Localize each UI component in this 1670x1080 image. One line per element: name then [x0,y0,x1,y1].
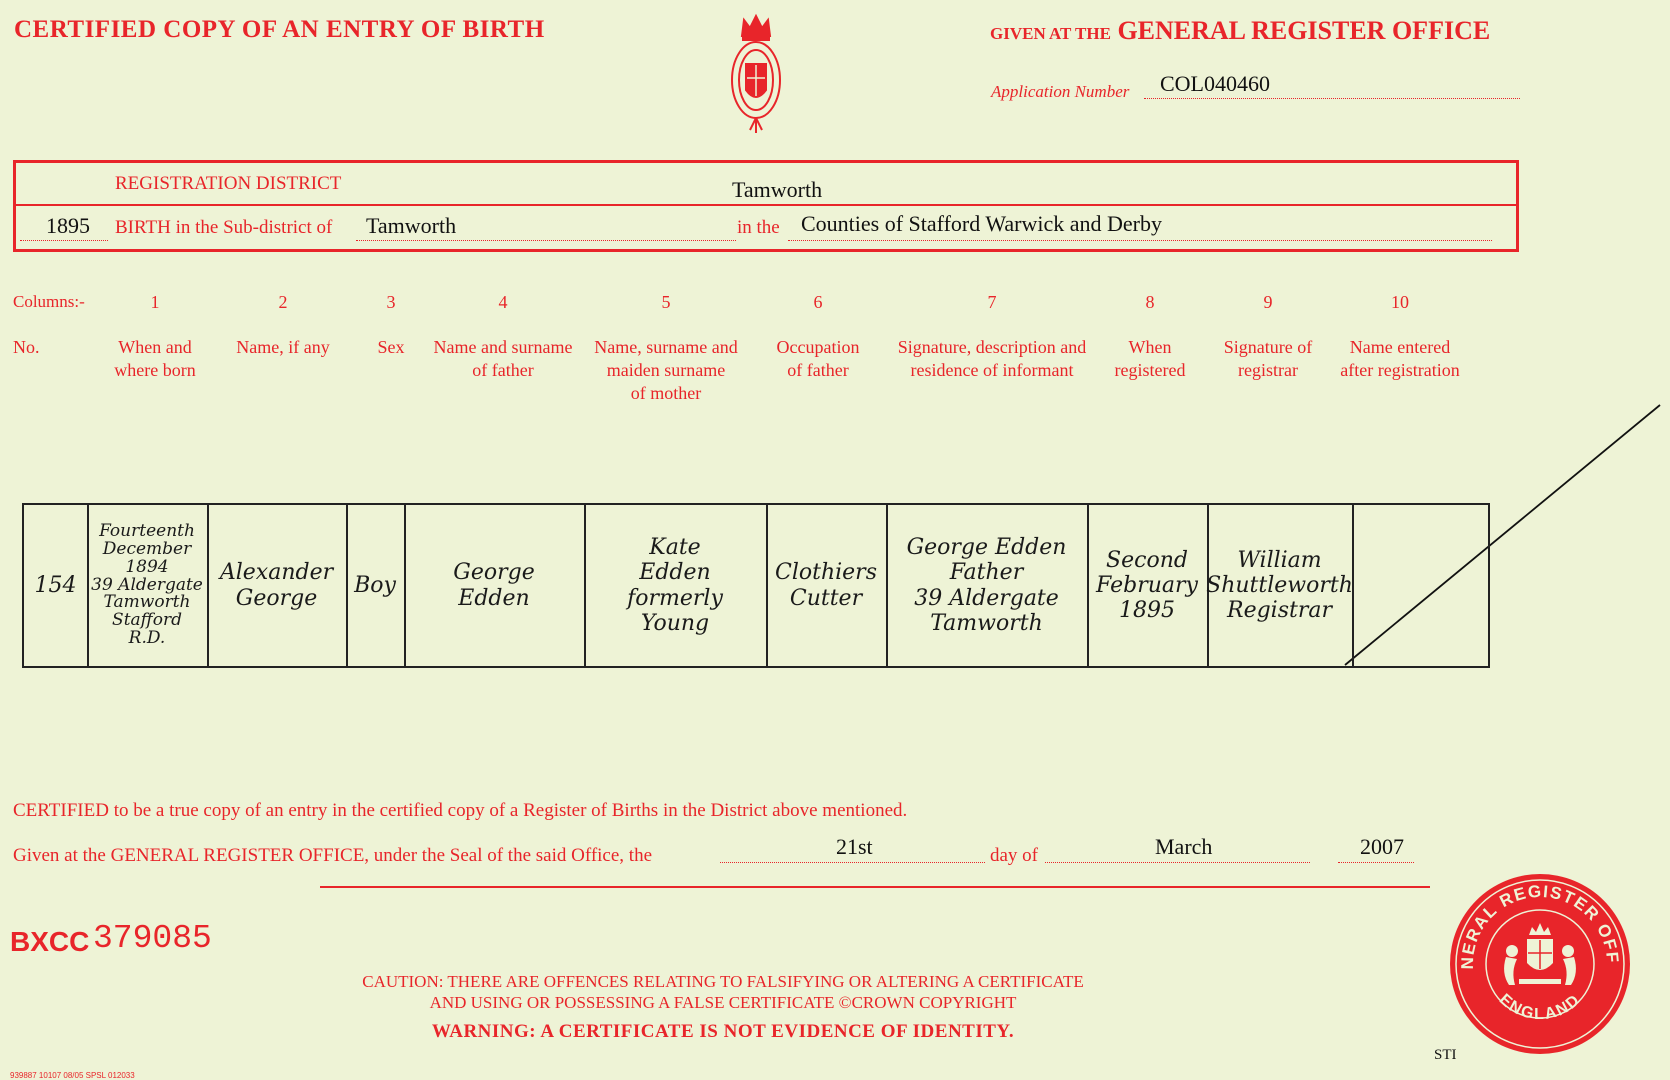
column-number-1: 1 [150,292,160,312]
entry-table [22,503,1490,668]
seal-icon [1449,873,1631,1055]
entry-sex: Boy [354,572,396,598]
header-registered: When registered [1114,337,1186,380]
column-number-9: 9 [1263,292,1273,312]
certification-month: March [1155,834,1213,859]
entry-number: 154 [34,572,77,598]
warning-text: WARNING: A CERTIFICATE IS NOT EVIDENCE OF IDENTITY. [431,1021,1015,1042]
certificate-title: CERTIFIED COPY OF AN ENTRY OF BIRTH [14,16,545,43]
column-number-2: 2 [278,292,288,312]
certified-statement: CERTIFIED to be a true copy of an entry in the certified copy of a Register of Births in the District above mentioned. [13,800,908,821]
column-number-4: 4 [498,292,508,312]
serial-number: 379085 [93,920,212,957]
in-the-label: in the [737,217,780,238]
royal-crest-icon [728,8,784,136]
columns-label: Columns:- [13,292,85,311]
entry-registered: Second February 1895 [1096,547,1198,624]
day-of-label: day of [990,845,1039,866]
column-number-8: 8 [1145,292,1155,312]
subdistrict-label: BIRTH in the Sub-district of [115,217,333,238]
registration-district-value: Tamworth [732,177,823,202]
counties-value: Counties of Stafford Warwick and Derby [801,211,1162,236]
header-father: Name and surname of father [433,337,573,380]
entry-name: Alexander George [219,560,334,611]
header-when-where: When and where born [114,337,196,380]
counties-dotted-line [788,238,1492,241]
header-name-after: Name entered after registration [1340,337,1460,380]
header-registrar: Signature of registrar [1223,337,1313,380]
given-prefix: GIVEN AT THE [990,24,1111,43]
print-code: 939887 10107 08/05 SPSL 012033 [10,1071,135,1080]
header-occupation: Occupation of father [776,337,860,380]
column-number-3: 3 [386,292,396,312]
application-label: Application Number [991,82,1130,101]
entry-mother: Kate Edden formerly Young [627,534,723,636]
entry-when-where: Fourteenth December 1894 39 Aldergate Tamworth Stafford R.D. [91,521,203,649]
header-sex: Sex [377,337,405,357]
registration-year: 1895 [46,213,90,238]
given-at-statement: Given at the GENERAL REGISTER OFFICE, under the Seal of the said Office, the [13,845,653,866]
year-dotted-line [20,238,108,241]
entry-registrar: William Shuttleworth Registrar [1206,547,1353,624]
given-office: GENERAL REGISTER OFFICE [1117,16,1491,45]
month-dotted-line [1045,860,1310,863]
day-dotted-line [720,860,985,863]
entry-name-after-blank [1352,505,1488,666]
given-at-header [990,16,1490,46]
header-informant: Signature, description and residence of informant [897,337,1087,380]
entry-informant: George Edden Father 39 Aldergate Tamworth [906,534,1067,636]
column-number-10: 10 [1391,292,1409,312]
column-number-5: 5 [661,292,671,312]
entry-father: George Edden [453,560,535,611]
registration-district-label: REGISTRATION DISTRICT [115,173,342,194]
column-number-6: 6 [813,292,823,312]
seal-bottom-text: ENGLAND [1495,990,1585,1024]
subdistrict-value: Tamworth [366,213,457,238]
sti-mark: STI [1434,1047,1457,1063]
header-no: No. [13,337,40,357]
column-number-7: 7 [987,292,997,312]
application-number: COL040460 [1160,71,1270,96]
header-mother: Name, surname and maiden surname of mother [594,337,738,403]
entry-occupation: Clothiers Cutter [775,560,877,611]
certification-rule [320,886,1430,888]
certification-year: 2007 [1360,834,1404,859]
general-register-office-seal [1449,873,1631,1055]
year-cert-dotted-line [1338,860,1414,863]
registration-district-box [13,160,1519,252]
certification-day: 21st [836,834,873,859]
seal-top-text: NERAL REGISTER OFF [1457,881,1623,970]
header-name: Name, if any [236,337,330,357]
registration-divider [16,204,1516,206]
serial-prefix: BXCC [10,926,90,957]
caution-text: CAUTION: THERE ARE OFFENCES RELATING TO FALSIFYING OR ALTERING A CERTIFICATE AND USING OR POSSESSING A FALSE CERTIFICATE ©CROWN COPYRIGHT [362,972,1084,1012]
